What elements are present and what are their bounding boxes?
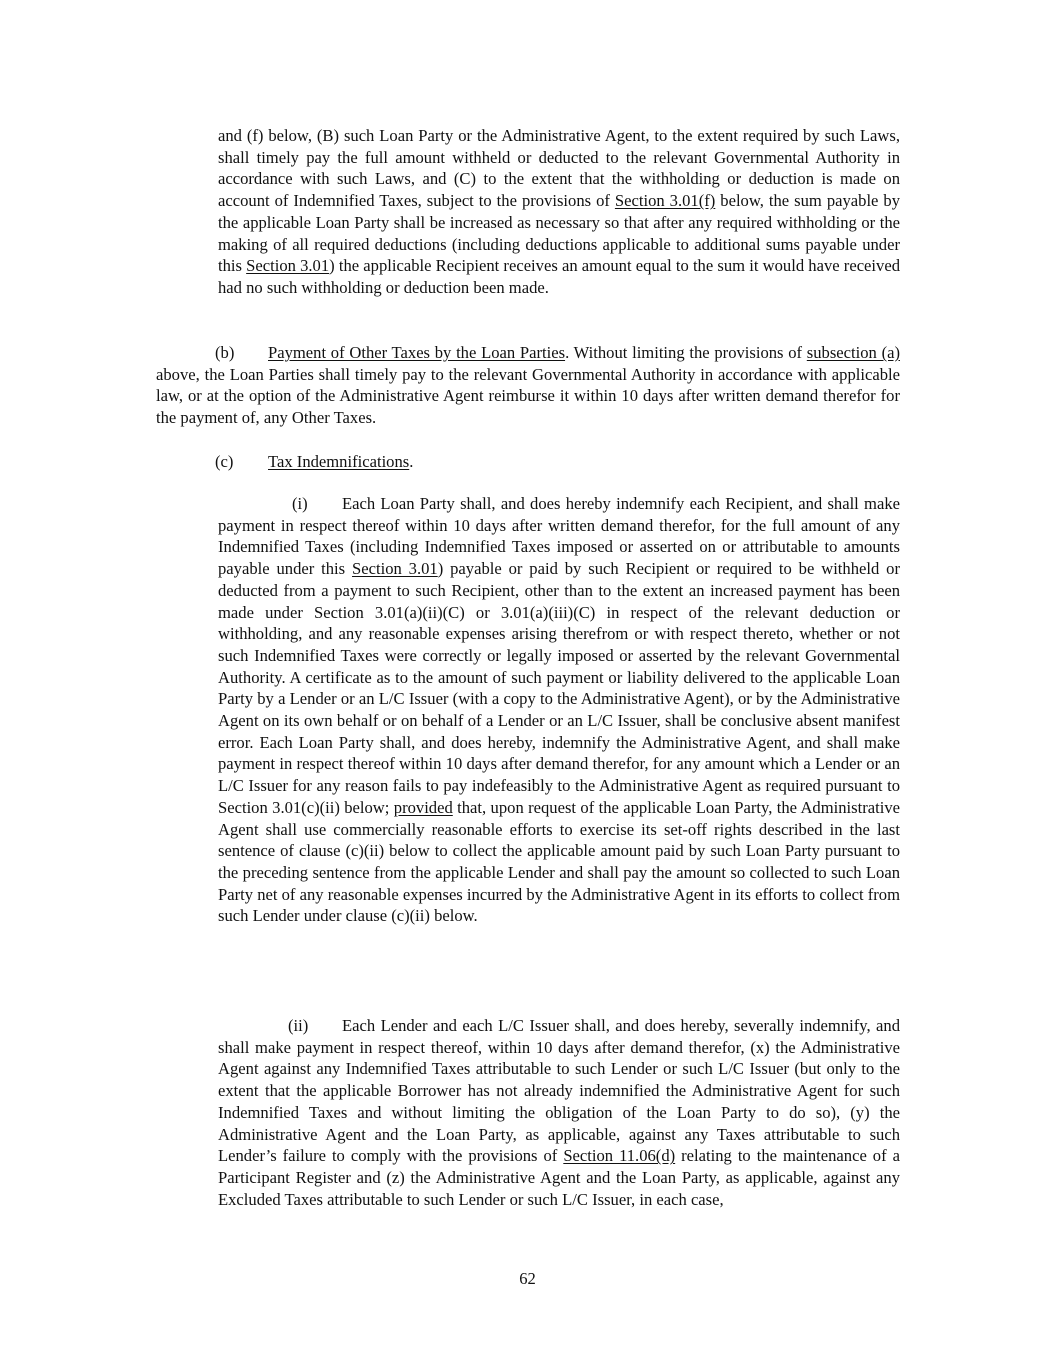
paragraph-b [156,342,900,429]
section-reference: Section 3.01(f) [614,191,716,211]
text: Each Lender and each L/C Issuer shall, and does hereby, severally indemnify, and shall make payment in respect thereof, within 10 days after demand therefor, (x) the Administrative Agent against any Indemnified Taxes attributable to such Lender or such L/C Issuer (but only to the extent that the applicable Borrower has not already indemnified the Administrative Agent for such Indemnified Taxes and without limiting the obligation of the Loan Party to do so), (y) the Administrative Agent and the Loan Party, as applicable, against any Taxes attributable to such Lender’s failure to comply with the provisions of [218,1016,900,1166]
section-reference: Section 3.01 [246,256,330,276]
paragraph-c-heading [156,451,900,473]
paragraph-heading: Tax Indemnifications [268,452,410,471]
paragraph-a-continuation [218,125,900,299]
text: and (f) below, (B) such Loan Party or the Administrative Agent, to the extent required by such Laws, shall timely pay the full amount withheld or deducted to the relevant Governmental Authority in accordance with such Laws, and (C) to the extent that the withholding or deduction is made on account of Indemnified Taxes, subject to the provisions of [218,126,900,211]
page-number: 62 [519,1269,536,1288]
text: below, the sum payable by the applicable Loan Party shall be increased as necessary so that after any required withholding or the making of all required deductions (including deductions applicable to additional sums payable under this [218,191,900,276]
section-reference: Section 11.06(d) [563,1146,676,1166]
paragraph-label: (c) [215,452,234,471]
text: . Without limiting the provisions of [565,343,807,362]
paragraph-label: (b) [215,343,235,362]
paragraph-heading: Payment of Other Taxes by the Loan Parties [268,343,566,362]
paragraph-label: (ii) [288,1016,309,1035]
text: above, the Loan Parties shall timely pay to the relevant Governmental Authority in accordance with applicable law, or at the option of the Administrative Agent reimburse it within 10 days after written demand therefor for the payment of, any Other Taxes. [156,364,900,428]
text: . [409,452,414,471]
paragraph-label: (i) [292,494,308,513]
text: that, upon request of the applicable Loan Party, the Administrative Agent shall use commercially reasonable efforts to exercise its set-off rights described in the last sentence of clause (c)(ii) below to collect the applicable amount paid by such Loan Party pursuant to the preceding sentence from the applicable Lender and shall pay the amount so collected to such Loan Party net of any reasonable expenses incurred by the Administrative Agent in its efforts to collect from such Lender under clause (c)(ii) below. [218,797,900,926]
text: Each Loan Party shall, and does hereby indemnify each Recipient, and shall make payment in respect thereof within 10 days after written demand therefor, for the full amount of any Indemnified Taxes (including Indemnified Taxes imposed or asserted on or attributable to amounts payable under this [218,494,900,579]
defined-term: provided [393,797,453,817]
paragraph-c-i [218,493,900,927]
section-reference: Section 3.01 [352,559,438,579]
text: relating to the maintenance of a Participant Register and (z) the Administrative Agent and the Loan Party, as applicable, against any Excluded Taxes attributable to such Lender or such L/C Issuer, in each case, [218,1146,900,1209]
text: ) payable or paid by such Recipient or required to be withheld or deducted from a payment to such Recipient, other than to the extent an increased payment has been made under Section 3.01(a)(ii)(C) or 3.01(a)(iii)(C) in respect of the relevant deduction or withholding, and any reasonable expenses arising therefrom or with respect thereto, whether or not such Indemnified Taxes were correctly or legally imposed or asserted by the relevant Governmental Authority. A certificate as to the amount of such payment or liability delivered to the applicable Loan Party by a Lender or an L/C Issuer (with a copy to the Administrative Agent), or by the Administrative Agent on its own behalf or on behalf of a Lender or an L/C Issuer, shall be conclusive absent manifest error. Each Loan Party shall, and does hereby, indemnify the Administrative Agent, and shall make payment in respect thereof within 10 days after demand therefor, for any amount which a Lender or an L/C Issuer for any reason fails to pay indefeasibly to the Administrative Agent as required pursuant to Section 3.01(c)(ii) below; [218,559,900,817]
text: ) the applicable Recipient receives an amount equal to the sum it would have received had no such withholding or deduction been made. [218,256,900,297]
section-reference: subsection (a) [806,343,900,362]
paragraph-c-ii [218,1015,900,1210]
